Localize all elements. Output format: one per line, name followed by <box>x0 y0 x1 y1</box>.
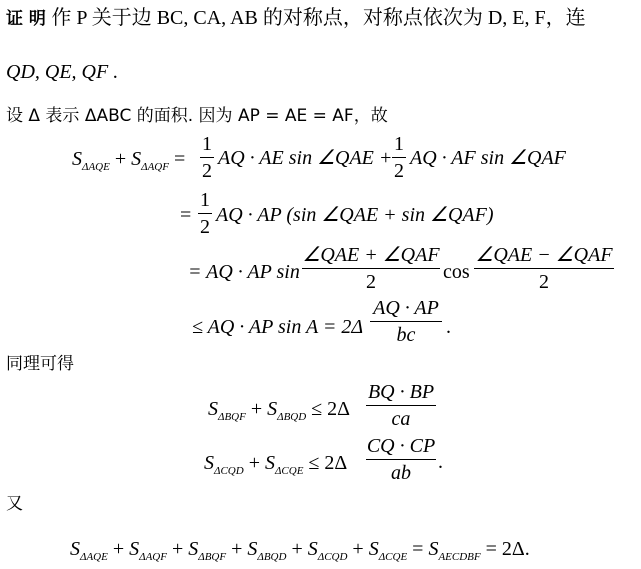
also-text: 又 <box>6 494 23 514</box>
frac-num: ∠QAE − ∠QAF <box>475 244 613 266</box>
similarly-label <box>6 356 74 373</box>
frac-bar <box>200 157 214 158</box>
plus-sign: + <box>245 398 268 420</box>
le-2delta: ≤ 2Δ <box>306 398 351 420</box>
frac-den: 2 <box>202 160 212 182</box>
frac-num: AQ · AP <box>373 297 439 319</box>
period: . <box>438 451 443 473</box>
frac-bar <box>392 157 406 158</box>
frac-bar <box>302 268 440 269</box>
frac-den: 2 <box>394 160 404 182</box>
sub-cqe: ΔCQE <box>378 551 408 563</box>
sub-aecdbf: AECDBF <box>438 551 481 563</box>
term-text: AQ · AP (sin ∠QAE + sin ∠QAF) <box>216 204 494 226</box>
sym-s: S <box>267 398 278 420</box>
term-text: AQ · AE sin ∠QAE + <box>218 147 393 169</box>
frac-num: 1 <box>202 133 212 155</box>
frac-num: 1 <box>394 133 404 155</box>
term-text: = AQ · AP sin <box>188 261 300 283</box>
frac-den: bc <box>396 324 416 346</box>
period: . <box>446 316 451 338</box>
equation-1-term-2 <box>410 148 566 168</box>
sub-aqe: ΔAQE <box>82 161 110 173</box>
frac-num: 1 <box>200 189 210 211</box>
intro-text: 作 P 关于边 BC, CA, AB 的对称点，对称点依次为 D, E, F，连 <box>51 7 586 29</box>
sym-s: S <box>188 538 199 560</box>
frac-den: 2 <box>200 216 210 238</box>
also-label <box>6 496 23 513</box>
plus-sign: + <box>226 538 248 560</box>
le-2delta: ≤ 2Δ <box>303 452 348 474</box>
frac-bar <box>366 405 436 406</box>
area-definition <box>6 108 388 125</box>
cos-label <box>443 262 470 282</box>
equation-6 <box>204 452 347 477</box>
sym-s: S <box>129 538 140 560</box>
sub-aqf: ΔAQF <box>139 551 167 563</box>
frac-bar <box>474 268 614 269</box>
frac-den: ab <box>391 462 411 484</box>
sub-bqf: ΔBQF <box>198 551 227 563</box>
equation-2-term <box>216 205 493 225</box>
equation-4-lead <box>192 317 363 337</box>
sym-s: S <box>368 538 379 560</box>
area-definition-text: 设 Δ 表示 ΔABC 的面积. 因为 AP = AE = AF，故 <box>6 106 388 126</box>
frac-num: ∠QAE + ∠QAF <box>302 244 440 266</box>
fraction-cq-cp-ab <box>366 436 436 483</box>
equation-1 <box>72 148 185 173</box>
plus-sign: + <box>109 148 132 170</box>
proof-intro-line <box>6 8 586 28</box>
frac-den: 2 <box>366 271 376 293</box>
fraction-bq-bp-ca <box>366 382 436 429</box>
rhs-2delta: 2Δ. <box>501 538 530 560</box>
equation-3-lead <box>188 262 300 282</box>
sym-s: S <box>247 538 258 560</box>
sub-aqe: ΔAQE <box>80 551 108 563</box>
plus-sign: + <box>243 452 265 474</box>
equals-sign: = <box>407 538 429 560</box>
sym-s: S <box>428 538 439 560</box>
equation-4-end <box>446 317 451 337</box>
frac-bar <box>366 459 436 460</box>
fraction-half-1 <box>200 134 214 181</box>
sub-bqd: ΔBQD <box>277 411 307 423</box>
sym-s: S <box>70 538 80 560</box>
frac-bar <box>198 213 212 214</box>
intro-cont-text: QD, QE, QF . <box>6 61 119 83</box>
equals-sign: = <box>168 148 186 170</box>
frac-num: CQ · CP <box>366 435 436 457</box>
plus-sign: + <box>347 538 369 560</box>
plus-sign: + <box>286 538 308 560</box>
proof-label: 证 明 <box>6 9 46 29</box>
equals-sign: = <box>480 538 502 560</box>
term-text: AQ · AF sin ∠QAF <box>410 147 566 169</box>
fraction-half-3 <box>198 190 212 237</box>
sym-s: S <box>131 148 142 170</box>
equation-7 <box>70 538 530 563</box>
sub-cqe: ΔCQE <box>274 465 304 477</box>
equation-6-end <box>438 452 443 472</box>
fraction-half-2 <box>392 134 406 181</box>
equation-2-eq <box>180 205 191 225</box>
frac-den: 2 <box>539 271 549 293</box>
sub-bqf: ΔBQF <box>218 411 246 423</box>
sub-aqf: ΔAQF <box>141 161 169 173</box>
sub-cqd: ΔCQD <box>214 465 244 477</box>
equation-1-term-1 <box>218 148 392 168</box>
frac-bar <box>370 321 442 322</box>
similarly-text: 同理可得 <box>6 354 74 374</box>
sym-s: S <box>204 452 214 474</box>
sub-bqd: ΔBQD <box>257 551 287 563</box>
plus-sign: + <box>107 538 130 560</box>
sym-s: S <box>72 148 82 170</box>
fraction-aq-ap-bc <box>370 298 442 345</box>
intro-continuation <box>6 62 118 82</box>
fraction-half-angle-sum <box>302 245 440 292</box>
sym-s: S <box>307 538 318 560</box>
equation-5 <box>208 398 350 423</box>
fraction-half-angle-diff <box>474 245 614 292</box>
sym-s: S <box>208 398 218 420</box>
frac-den: ca <box>391 408 411 430</box>
cos-text: cos <box>443 261 470 283</box>
sub-cqd: ΔCQD <box>317 551 348 563</box>
sym-s: S <box>264 452 275 474</box>
frac-num: BQ · BP <box>367 381 435 403</box>
plus-sign: + <box>166 538 189 560</box>
equals-sign: = <box>180 204 192 226</box>
term-text: ≤ AQ · AP sin A = 2Δ <box>192 316 364 338</box>
